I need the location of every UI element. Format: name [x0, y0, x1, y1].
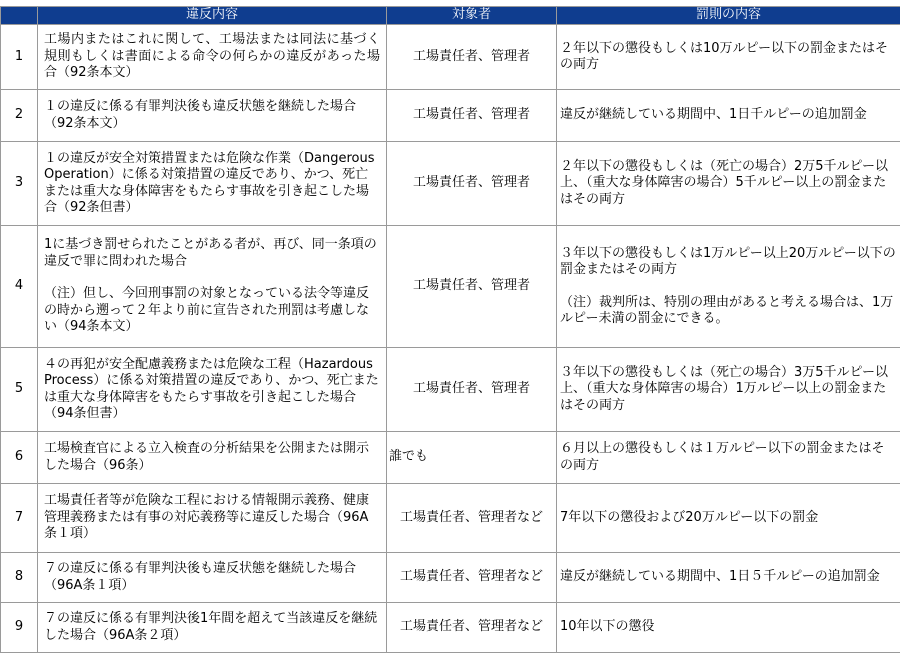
violation-text: ４の再犯が安全配慮義務または危険な工程（Hazardous Process）に係る対策措置の違反であり、かつ、死亡または重大な身体障害をもたらす事故を引き起こした場合（94条但書）: [44, 356, 379, 421]
penalty-cell: [557, 432, 900, 484]
target-cell: 工場責任者、管理者: [387, 142, 557, 226]
row-number: 6: [1, 432, 38, 484]
table-row: [1, 90, 900, 142]
penalty-text: ３年以下の懲役もしくは1万ルピー以上20万ルピー以下の罰金またはその両方: [560, 245, 896, 277]
penalty-text: ６月以上の懲役もしくは１万ルピー以下の罰金またはその両方: [560, 441, 885, 473]
violation-text: １の違反に係る有罪判決後も違反状態を継続した場合（92条本文）: [44, 99, 357, 131]
violation-text: １の違反が安全対策措置または危険な作業（Dangerous Operation）に係る対策措置の違反であり、かつ、死亡または重大な身体障害をもたらす事故を引き起こした場合（92条但書）: [44, 150, 375, 215]
penalty-text: 違反が継続している期間中、1日５千ルピーの追加罰金: [560, 569, 880, 585]
penalty-text: ３年以下の懲役もしくは（死亡の場合）3万5千ルピー以上、（重大な身体障害の場合）1万ルピー以上の罰金またはその両方: [560, 364, 889, 413]
table-row: [1, 25, 900, 90]
penalty-cell: [557, 553, 900, 603]
violation-text: 工場責任者等が危険な工程における情報開示義務、健康管理義務または有事の対応義務等に違反した場合（96A条１項）: [44, 493, 370, 542]
violation-cell: [38, 432, 387, 484]
header-target: 対象者: [387, 7, 557, 25]
table-row: [1, 603, 900, 653]
target-cell: 工場責任者、管理者: [387, 226, 557, 348]
violation-text: 1に基づき罰せられたことがある者が、再び、同一条項の違反で罪に問われた場合: [44, 237, 377, 269]
table-row: [1, 432, 900, 484]
row-number: 7: [1, 484, 38, 553]
penalty-text: 違反が継続している期間中、1日千ルピーの追加罰金: [560, 107, 867, 123]
violation-cell: [38, 90, 387, 142]
penalty-text: ２年以下の懲役もしくは10万ルピー以下の罰金またはその両方: [560, 40, 889, 72]
row-number: 8: [1, 553, 38, 603]
table-header: [1, 7, 900, 25]
header-penalty: 罰則の内容: [557, 7, 900, 25]
row-number: 1: [1, 25, 38, 90]
penalty-cell: [557, 603, 900, 653]
table-row: [1, 142, 900, 226]
violation-text: 工場検査官による立入検査の分析結果を公開または開示した場合（96条）: [44, 441, 370, 473]
row-number: 4: [1, 226, 38, 348]
target-cell: 工場責任者、管理者: [387, 25, 557, 90]
violation-text: ７の違反に係る有罪判決後も違反状態を継続した場合（96A条１項）: [44, 561, 357, 593]
penalty-cell: [557, 226, 900, 348]
table-row: [1, 553, 900, 603]
penalty-cell: [557, 142, 900, 226]
row-number: 5: [1, 348, 38, 432]
penalty-cell: [557, 484, 900, 553]
table-row: [1, 226, 900, 348]
violation-cell: [38, 142, 387, 226]
target-cell: 工場責任者、管理者など: [387, 603, 557, 653]
target-cell: 誰でも: [387, 432, 557, 484]
penalty-table: [0, 6, 900, 653]
header-row: [1, 7, 900, 25]
violation-cell: [38, 603, 387, 653]
violation-text: 工場内またはこれに関して、工場法または同法に基づく規則もしくは書面による命令の何らかの違反があった場合（92条本文）: [44, 32, 380, 81]
violation-cell: [38, 25, 387, 90]
target-cell: 工場責任者、管理者など: [387, 553, 557, 603]
violation-cell: [38, 348, 387, 432]
header-number: [1, 7, 38, 25]
penalty-note: （注）裁判所は、特別の理由があると考える場合は、1万ルピー未満の罰金にできる。: [560, 294, 894, 326]
penalty-cell: [557, 348, 900, 432]
row-number: 2: [1, 90, 38, 142]
header-violation: 違反内容: [38, 7, 387, 25]
row-number: 9: [1, 603, 38, 653]
penalty-text: ２年以下の懲役もしくは（死亡の場合）2万5千ルピー以上、（重大な身体障害の場合）5千ルピー以上の罰金またはその両方: [560, 158, 889, 207]
row-number: 3: [1, 142, 38, 226]
penalty-cell: [557, 25, 900, 90]
target-cell: 工場責任者、管理者: [387, 90, 557, 142]
penalty-text: 7年以下の懲役および20万ルピー以下の罰金: [560, 509, 819, 525]
target-cell: 工場責任者、管理者: [387, 348, 557, 432]
violation-text: ７の違反に係る有罪判決後1年間を超えて当該違反を継続した場合（96A条２項）: [44, 611, 378, 643]
target-cell: 工場責任者、管理者など: [387, 484, 557, 553]
violation-note: （注）但し、今回刑事罰の対象となっている法令等違反の時から遡って２年より前に宣告された刑罰は考慮しない（94条本文）: [44, 286, 370, 335]
table-body: [1, 25, 900, 653]
violation-cell: [38, 226, 387, 348]
violation-cell: [38, 484, 387, 553]
table-row: [1, 348, 900, 432]
violation-cell: [38, 553, 387, 603]
penalty-cell: [557, 90, 900, 142]
penalty-text: 10年以下の懲役: [560, 619, 655, 635]
table-row: [1, 484, 900, 553]
